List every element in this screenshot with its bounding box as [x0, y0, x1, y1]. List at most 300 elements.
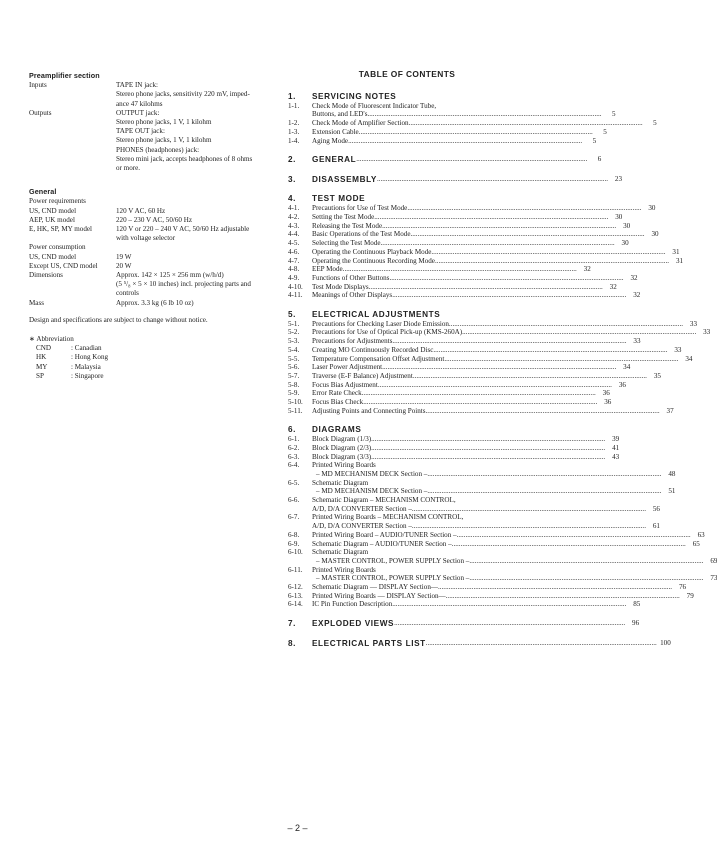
section-title: DIAGRAMS — [312, 425, 362, 435]
entry-title: – MD MECHANISM DECK Section – — [316, 469, 428, 478]
section-number: 5. — [288, 309, 297, 319]
toc-entry[interactable] — [288, 583, 687, 592]
entry-title: Error Rate Check — [312, 389, 362, 398]
section-title: SERVICING NOTES — [312, 91, 397, 101]
page-number: – 2 – — [287, 823, 308, 833]
spacer — [29, 325, 274, 335]
preamplifier-spec-list — [29, 81, 274, 173]
toc-entry[interactable] — [288, 345, 682, 355]
spec-key: Dimensions — [29, 271, 63, 280]
entry-number: 4-6. — [288, 247, 300, 256]
spec-value: Approx. 142 × 125 × 256 mm (w/h/d) — [116, 271, 224, 280]
spec-key — [29, 234, 116, 243]
entry-title: Test Mode Displays — [312, 282, 369, 291]
entry-number: 6-7. — [288, 513, 300, 522]
entry-title: Precautions for Adjustments — [312, 337, 393, 346]
spacer — [288, 609, 526, 618]
abbreviation-meaning: : Canadian — [71, 344, 102, 353]
entry-number: 4-11. — [288, 291, 303, 300]
toc-entry[interactable] — [288, 496, 526, 505]
toc-section-test-mode[interactable] — [288, 193, 526, 204]
spec-key: US, CND model — [29, 206, 77, 215]
spec-value: OUTPUT jack: — [116, 108, 160, 117]
toc-entry[interactable] — [288, 337, 641, 346]
spec-key: Outputs — [29, 108, 52, 117]
entry-title: Schematic Diagram – AUDIO/TUNER Section – — [312, 539, 452, 548]
entry-number: 6-4. — [288, 461, 300, 470]
section-number: 6. — [288, 425, 297, 435]
spec-row — [29, 118, 274, 127]
entry-number: 5-5. — [288, 354, 300, 363]
entry-title: Schematic Diagram — [312, 548, 369, 557]
entry-page: 32 — [633, 291, 641, 300]
abbreviation-meaning: : Hong Kong — [71, 353, 109, 362]
spec-value: PHONES (headphones) jack: — [116, 145, 200, 154]
entry-page: 33 — [703, 328, 711, 337]
entry-page — [512, 496, 526, 505]
toc-entry[interactable] — [288, 548, 526, 557]
spec-value: controls — [116, 289, 139, 298]
toc-section-electrical-parts-list[interactable] — [288, 638, 671, 649]
toc-entry[interactable] — [288, 556, 717, 566]
entry-page — [512, 548, 526, 557]
entry-page: 30 — [615, 212, 623, 221]
section-number: 8. — [288, 638, 297, 648]
entry-number: 6-9. — [288, 539, 300, 548]
spec-key — [29, 155, 116, 164]
spec-row — [29, 207, 274, 216]
entry-page — [512, 461, 526, 470]
spec-row — [29, 127, 274, 136]
entry-number: 4-3. — [288, 221, 300, 230]
toc-list-test-mode — [288, 204, 684, 300]
toc-entry[interactable] — [288, 566, 526, 575]
toc-entry[interactable] — [288, 487, 676, 496]
entry-title: Operating the Continuous Recording Mode — [312, 256, 435, 265]
spec-value: Stereo phone jacks, sensitivity 220 mV, imped- — [116, 90, 250, 99]
entry-number: 5-2. — [288, 328, 300, 337]
entry-title: Printed Wiring Boards – MECHANISM CONTROL, — [312, 513, 464, 522]
spec-key: AEP, UK model — [29, 215, 75, 224]
toc-entry[interactable] — [288, 119, 657, 128]
spec-row — [29, 234, 274, 243]
toc-entry[interactable] — [288, 230, 659, 239]
spec-value — [86, 197, 274, 206]
entry-page: 34 — [685, 354, 693, 363]
section-page: 6 — [597, 154, 602, 163]
entry-page: 33 — [674, 345, 682, 354]
entry-number: 6-2. — [288, 443, 300, 452]
spec-key — [29, 118, 116, 127]
entry-page: 39 — [612, 435, 620, 444]
section-title: EXPLODED VIEWS — [312, 618, 395, 628]
toc-entry[interactable] — [288, 504, 660, 514]
entry-number: 4-8. — [288, 265, 300, 274]
entry-title: Creating MO Continuously Recorded Disc — [312, 345, 434, 354]
entry-title: Block Diagram (3/3) — [312, 452, 372, 461]
section-title: TEST MODE — [312, 194, 366, 204]
abbreviation-row — [29, 353, 274, 362]
toc-entry[interactable] — [288, 574, 717, 583]
entry-title: Meanings of Other Displays — [312, 291, 393, 300]
entry-number: 6-10. — [288, 548, 303, 557]
entry-title: Printed Wiring Boards — DISPLAY Section— — [312, 591, 446, 600]
toc-section-electrical-adjustments[interactable] — [288, 309, 526, 320]
abbreviation-code: MY — [36, 362, 48, 371]
entry-number — [288, 470, 312, 479]
entry-title: Precautions for Checking Laser Diode Emission — [312, 319, 449, 328]
toc-list-diagrams — [288, 435, 717, 609]
entry-number: 1-4. — [288, 136, 300, 145]
entry-title: Selecting the Test Mode — [312, 239, 381, 248]
entry-page: 36 — [604, 398, 612, 407]
entry-number: 6-3. — [288, 452, 300, 461]
entry-title: Operating the Continuous Playback Mode — [312, 247, 432, 256]
toc-entry[interactable] — [288, 452, 620, 462]
spec-row — [29, 243, 274, 252]
spec-key: E, HK, SP, MY model — [29, 225, 92, 234]
entry-number — [288, 487, 312, 496]
spec-key — [29, 90, 116, 99]
entry-title: Adjusting Points and Connecting Points — [312, 406, 426, 415]
toc-entry[interactable] — [288, 591, 694, 601]
entry-page: 41 — [612, 443, 620, 452]
toc-entry[interactable] — [288, 127, 607, 137]
entry-title: Traverse (E-F Balance) Adjustment — [312, 371, 413, 380]
spacer — [288, 145, 526, 154]
section-number: 2. — [288, 154, 297, 164]
entry-title: – MASTER CONTROL, POWER SUPPLY Section – — [316, 556, 470, 565]
entry-page: 30 — [623, 221, 631, 230]
spec-value: 120 V AC, 60 Hz — [116, 206, 166, 215]
entry-page: 33 — [689, 319, 698, 328]
spec-value: ance 47 kilohms — [116, 99, 163, 108]
toc-entry[interactable] — [288, 102, 526, 111]
entry-number: 5-11. — [288, 406, 303, 415]
entry-page: 37 — [666, 406, 674, 415]
entry-page: 5 — [612, 110, 616, 119]
spec-value: Stereo phone jacks, 1 V, 1 kilohm — [116, 118, 212, 127]
toc-entry[interactable] — [288, 443, 620, 453]
entry-number: 6-14. — [288, 600, 303, 609]
entry-page: 43 — [612, 452, 620, 461]
entry-title: Check Mode of Amplifier Section — [312, 119, 409, 128]
toc-entry[interactable] — [288, 539, 700, 549]
abbreviation-row — [29, 344, 274, 353]
entry-number — [288, 110, 312, 119]
entry-page: 85 — [633, 600, 641, 609]
entry-title: Laser Power Adjustment — [312, 363, 383, 372]
entry-number: 6-8. — [288, 530, 300, 539]
toc-entry[interactable] — [288, 469, 676, 479]
spacer — [288, 415, 526, 424]
toc-list-servicing-notes — [288, 101, 657, 146]
entry-page: 61 — [652, 522, 660, 531]
toc-entry[interactable] — [288, 319, 698, 329]
spec-value: TAPE IN jack: — [116, 81, 158, 90]
entry-number: 4-1. — [288, 204, 300, 213]
entry-page: 5 — [592, 136, 597, 145]
specification-notice: Design and specifications are subject to change without notice. — [29, 315, 208, 324]
entry-page: 56 — [652, 504, 660, 513]
spec-row — [29, 164, 274, 173]
entry-title: Focus Bias Check — [312, 398, 364, 407]
section-title: DISASSEMBLY — [312, 174, 377, 184]
spec-row — [29, 90, 274, 99]
entry-title: Extension Cable — [312, 127, 359, 136]
entry-page: 31 — [675, 256, 684, 265]
toc-entry[interactable] — [288, 136, 597, 146]
toc-section-servicing-notes[interactable] — [288, 91, 526, 102]
entry-page — [512, 479, 526, 488]
spec-row — [29, 197, 274, 206]
table-of-contents — [288, 69, 717, 649]
entry-page: 48 — [668, 469, 676, 478]
entry-page — [512, 566, 526, 575]
entry-page — [512, 513, 526, 522]
toc-title: TABLE OF CONTENTS — [358, 69, 456, 79]
entry-page: 32 — [630, 273, 638, 282]
spec-value: 19 W — [116, 252, 132, 261]
toc-entry[interactable] — [288, 363, 631, 372]
entry-page: 34 — [623, 363, 631, 372]
entry-number: 6-6. — [288, 496, 300, 505]
spec-row — [29, 109, 274, 118]
spec-key — [29, 289, 116, 298]
entry-number: 4-2. — [288, 212, 300, 221]
entry-page: 30 — [621, 239, 629, 248]
spacer — [288, 185, 526, 194]
section-number: 1. — [288, 91, 297, 101]
general-heading: General — [29, 187, 57, 197]
section-title: ELECTRICAL PARTS LIST — [312, 638, 426, 648]
spec-key — [29, 146, 116, 155]
toc-entry[interactable] — [288, 461, 526, 470]
general-spec-list — [29, 197, 274, 307]
toc-section-exploded-views[interactable] — [288, 618, 640, 629]
entry-title: Schematic Diagram — DISPLAY Section— — [312, 583, 438, 592]
specifications-column — [29, 71, 274, 381]
entry-title: Releasing the Test Mode — [312, 221, 383, 230]
toc-list-electrical-adjustments — [288, 319, 711, 416]
spec-key: Power requirements — [29, 197, 86, 206]
spec-row — [29, 81, 274, 90]
toc-section-disassembly[interactable] — [288, 174, 622, 185]
spacer — [288, 300, 526, 309]
toc-entry[interactable] — [288, 256, 684, 266]
toc-entry[interactable] — [288, 406, 674, 416]
toc-entry[interactable] — [288, 380, 626, 390]
entry-title: Focus Bias Adjustment — [312, 380, 378, 389]
section-page: 96 — [632, 618, 640, 627]
entry-page: 30 — [648, 204, 656, 213]
entry-number: 5-9. — [288, 389, 300, 398]
toc-entry[interactable] — [288, 600, 641, 609]
spec-value: 20 W — [116, 261, 132, 270]
abbreviation-row — [29, 363, 274, 372]
entry-page: 32 — [609, 282, 617, 291]
spec-value: Stereo mini jack, accepts headphones of 8 ohms — [116, 154, 253, 163]
entry-number: 4-10. — [288, 282, 303, 291]
entry-title: A/D, D/A CONVERTER Section – — [312, 504, 412, 513]
entry-page: 73 — [710, 574, 717, 583]
spec-value: Stereo phone jacks, 1 V, 1 kilohm — [116, 136, 212, 145]
entry-page: 5 — [653, 119, 657, 128]
section-number: 3. — [288, 174, 297, 184]
spec-row — [29, 299, 274, 308]
entry-number: 4-5. — [288, 239, 300, 248]
toc-entry[interactable] — [288, 398, 612, 407]
entry-number: 6-13. — [288, 591, 303, 600]
spec-row — [29, 280, 274, 289]
entry-number: 6-12. — [288, 583, 303, 592]
toc-entry[interactable] — [288, 265, 591, 274]
spec-value: 220 – 230 V AC, 50/60 Hz — [116, 215, 193, 224]
entry-number: 4-7. — [288, 256, 300, 265]
entry-number: 5-6. — [288, 363, 300, 372]
spec-value — [86, 243, 274, 252]
entry-title: EEP Mode — [312, 265, 343, 274]
section-number: 7. — [288, 618, 297, 628]
spec-value: TAPE OUT jack: — [116, 127, 165, 136]
spec-key: Inputs — [29, 81, 47, 90]
spec-value: with voltage selector — [116, 234, 176, 243]
entry-number: 1-2. — [288, 119, 300, 128]
toc-entry[interactable] — [288, 479, 526, 488]
entry-number: 5-3. — [288, 337, 300, 346]
toc-entry[interactable] — [288, 204, 656, 213]
abbreviation-row — [29, 372, 274, 381]
entry-title: Printed Wiring Boards — [312, 565, 376, 574]
entry-title: Schematic Diagram – MECHANISM CONTROL, — [312, 496, 456, 505]
entry-page: 5 — [603, 127, 607, 136]
entry-page: 36 — [602, 389, 610, 398]
entry-number: 1-1. — [288, 101, 300, 110]
spec-key — [29, 280, 116, 289]
spec-key — [29, 136, 116, 145]
spec-value: Approx. 3.3 kg (6 lb 10 oz) — [116, 298, 194, 307]
entry-title: Printed Wiring Board – AUDIO/TUNER Section – — [312, 530, 457, 539]
spec-value: 120 V or 220 – 240 V AC, 50/60 Hz adjustable — [116, 225, 250, 234]
entry-number: 5-7. — [288, 371, 300, 380]
entry-number — [288, 505, 312, 514]
entry-number: 6-11. — [288, 565, 303, 574]
entry-title: – MD MECHANISM DECK Section – — [316, 487, 428, 496]
preamplifier-heading: Preamplifier section — [29, 71, 100, 80]
abbreviation-list — [29, 335, 274, 381]
entry-title: Check Mode of Fluorescent Indicator Tube, — [312, 101, 437, 110]
toc-entry[interactable] — [288, 212, 623, 222]
abbreviation-code: HK — [36, 353, 47, 362]
spec-key: Power consumption — [29, 243, 86, 252]
toc-entry[interactable] — [288, 522, 660, 531]
entry-title: Functions of Other Buttons — [312, 273, 390, 282]
toc-entry[interactable] — [288, 371, 661, 381]
entry-title: Buttons, and LED's — [312, 110, 368, 119]
toc-entry[interactable] — [288, 354, 693, 364]
abbreviation-code: SP — [36, 371, 44, 380]
toc-entry[interactable] — [288, 435, 620, 444]
entry-title: Precautions for Use of Optical Pick-up (KMS-260A) — [312, 328, 463, 337]
spec-value: or more. — [116, 164, 141, 173]
entry-title: Temperature Compensation Offset Adjustment — [312, 354, 445, 363]
spec-row — [29, 136, 274, 145]
entry-page: 69 — [710, 556, 717, 565]
toc-entry[interactable] — [288, 389, 610, 398]
entry-number: 6-1. — [288, 435, 300, 444]
entry-number: 4-9. — [288, 273, 300, 282]
entry-page: 65 — [692, 539, 700, 548]
toc-entry[interactable] — [288, 273, 638, 283]
section-page: 23 — [614, 174, 622, 183]
entry-page: 31 — [672, 247, 680, 256]
entry-title: IC Pin Function Description — [312, 600, 393, 609]
entry-title: Block Diagram (1/3) — [312, 435, 372, 444]
entry-number: 5-10. — [288, 398, 303, 407]
entry-page: 36 — [618, 380, 626, 389]
spec-key: Except US, CND model — [29, 261, 98, 270]
toc-entry[interactable] — [288, 221, 631, 231]
spec-row — [29, 225, 274, 234]
entry-title: Printed Wiring Boards — [312, 461, 376, 470]
entry-page: 79 — [686, 591, 694, 600]
entry-page: 30 — [651, 230, 659, 239]
spacer — [29, 308, 274, 316]
entry-number — [288, 522, 312, 531]
spec-key — [29, 127, 116, 136]
entry-page: 51 — [668, 487, 676, 496]
entry-page: 33 — [633, 337, 641, 346]
entry-title: Precautions for Use of Test Mode — [312, 204, 408, 213]
entry-number: 5-4. — [288, 345, 300, 354]
section-title: ELECTRICAL ADJUSTMENTS — [312, 309, 441, 319]
spec-key — [29, 100, 116, 109]
spec-key: US, CND model — [29, 252, 77, 261]
toc-entry[interactable] — [288, 530, 705, 540]
toc-entry[interactable] — [288, 282, 617, 292]
toc-entry[interactable] — [288, 110, 616, 119]
toc-section-diagrams[interactable] — [288, 424, 526, 435]
spec-row — [29, 155, 274, 164]
entry-title: Setting the Test Mode — [312, 212, 375, 221]
spec-row — [29, 289, 274, 298]
entry-page: 63 — [697, 530, 705, 539]
entry-title: Basic Operations of the Test Mode — [312, 230, 411, 239]
entry-number: 4-4. — [288, 230, 300, 239]
spec-row — [29, 100, 274, 109]
toc-entry[interactable] — [288, 291, 641, 300]
entry-number: 5-8. — [288, 380, 300, 389]
entry-title: A/D, D/A CONVERTER Section – — [312, 522, 412, 531]
spec-key: Mass — [29, 298, 44, 307]
entry-page: 32 — [583, 265, 591, 274]
toc-entry[interactable] — [288, 247, 680, 257]
entry-title: Schematic Diagram — [312, 478, 369, 487]
entry-number: 6-5. — [288, 478, 300, 487]
abbreviation-code: CND — [36, 344, 51, 353]
toc-entry[interactable] — [288, 513, 526, 522]
spacer — [288, 629, 526, 638]
abbreviation-heading: ∗ Abbreviation — [29, 335, 74, 344]
toc-section-general[interactable] — [288, 154, 602, 165]
toc-entry[interactable] — [288, 328, 711, 337]
abbreviation-meaning: : Malaysia — [71, 362, 101, 371]
toc-entry[interactable] — [288, 239, 629, 248]
entry-number: 1-3. — [288, 127, 300, 136]
section-number: 4. — [288, 194, 297, 204]
entry-page: 35 — [653, 371, 661, 380]
entry-number: 5-1. — [288, 319, 300, 328]
